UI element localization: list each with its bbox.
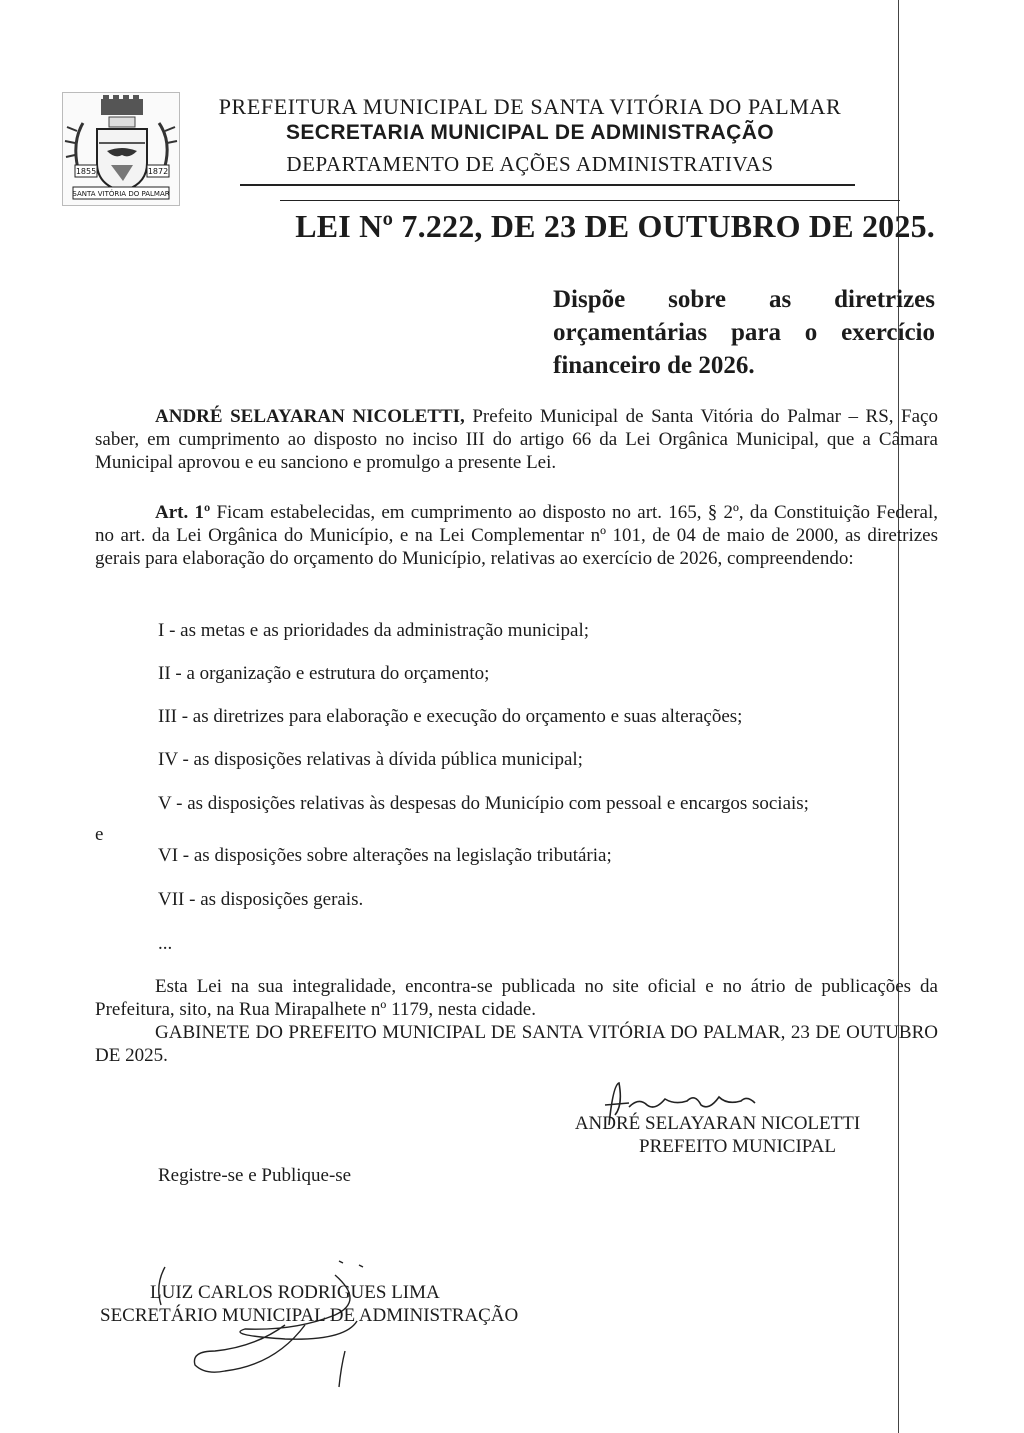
mayor-role: PREFEITO MUNICIPAL xyxy=(639,1136,836,1157)
svg-text:1872: 1872 xyxy=(147,167,169,176)
municipal-crest-icon xyxy=(62,92,180,206)
header-prefeitura: PREFEITURA MUNICIPAL DE SANTA VITÓRIA DO PALMAR xyxy=(218,94,842,119)
mayor-name-bold: ANDRÉ SELAYARAN NICOLETTI, xyxy=(155,406,465,427)
conjunction-e: e xyxy=(95,824,104,845)
law-title: LEI Nº 7.222, DE 23 DE OUTUBRO DE 2025. xyxy=(295,208,935,244)
secretary-role: SECRETÁRIO MUNICIPAL DE ADMINISTRAÇÃO xyxy=(100,1305,519,1326)
publication-paragraph: Esta Lei na sua integralidade, encontra-se publicada no site oficial e no átrio de publicações da Prefeitura, sito, na Rua Mirapalhete nº 1179, nesta cidade. xyxy=(95,976,938,1020)
header-rule-bottom xyxy=(280,200,900,201)
gabinete-paragraph: GABINETE DO PREFEITO MUNICIPAL DE SANTA VITÓRIA DO PALMAR, 23 DE OUTUBRO DE 2025. xyxy=(95,1022,938,1066)
register-note: Registre-se e Publique-se xyxy=(158,1165,352,1186)
header-rule-top xyxy=(240,184,855,186)
item-5: V - as disposições relativas às despesas do Município com pessoal e encargos sociais; xyxy=(158,793,809,814)
preamble-paragraph: ANDRÉ SELAYARAN NICOLETTI, Prefeito Municipal de Santa Vitória do Palmar – RS, Faço saber, em cumprimento ao disposto no inciso III do artigo 66 da Lei Orgânica Municipal, que a Câmara Municipal aprovou e eu sanciono e promulgo a presente Lei. xyxy=(95,406,938,473)
article-1-paragraph: Art. 1º Ficam estabelecidas, em cumprimento ao disposto no art. 165, § 2º, da Constituição Federal, no art. da Lei Orgânica do Município, e na Lei Complementar nº 101, de 04 de maio de 2000, as diretrizes gerais para elaboração do orçamento do Município, relativas ao exercício de 2026, compreendendo: xyxy=(95,502,938,569)
item-7: VII - as disposições gerais. xyxy=(158,889,364,910)
ementa-line-1: Dispõe sobre as diretrizes xyxy=(553,286,935,313)
ementa-line-2: orçamentárias para o exercício xyxy=(553,319,935,346)
article-1-label: Art. 1º xyxy=(155,502,211,523)
item-6: VI - as disposições sobre alterações na legislação tributária; xyxy=(158,845,612,866)
item-4: IV - as disposições relativas à dívida pública municipal; xyxy=(158,749,583,770)
mayor-block xyxy=(555,1112,880,1158)
law-ementa xyxy=(553,283,935,382)
ementa-line-3: financeiro de 2026. xyxy=(553,352,755,379)
item-1: I - as metas e as prioridades da administração municipal; xyxy=(158,620,590,641)
secretary-name: LUIZ CARLOS RODRIGUES LIMA xyxy=(150,1282,440,1303)
item-2: II - a organização e estrutura do orçamento; xyxy=(158,663,490,684)
header-secretaria: SECRETARIA MUNICIPAL DE ADMINISTRAÇÃO xyxy=(285,121,775,144)
header-departamento: DEPARTAMENTO DE AÇÕES ADMINISTRATIVAS xyxy=(286,152,774,176)
svg-text:SANTA VITÓRIA DO PALMAR: SANTA VITÓRIA DO PALMAR xyxy=(72,190,170,198)
ellipsis: ... xyxy=(158,933,173,954)
mayor-name: ANDRÉ SELAYARAN NICOLETTI xyxy=(574,1113,861,1134)
svg-text:1855: 1855 xyxy=(75,167,97,176)
item-3: III - as diretrizes para elaboração e execução do orçamento e suas alterações; xyxy=(158,706,743,727)
